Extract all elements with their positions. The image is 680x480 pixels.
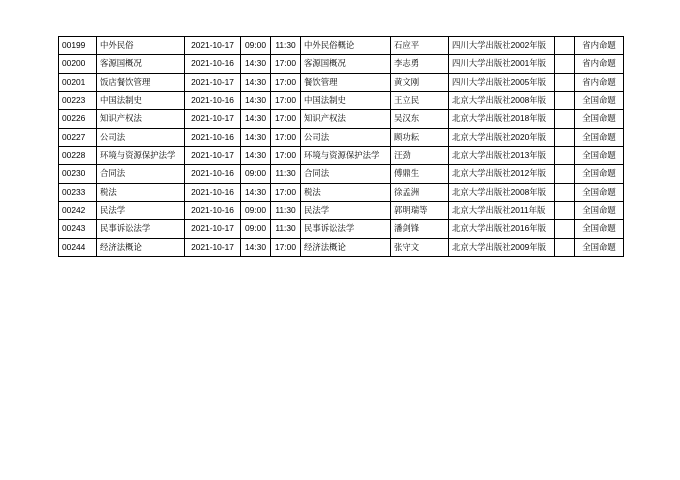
cell-code: 00226 (59, 110, 97, 128)
cell-start-time: 14:30 (241, 92, 271, 110)
cell-blank (555, 238, 575, 256)
cell-proposition: 全国命题 (575, 183, 624, 201)
cell-publisher: 北京大学出版社2020年版 (449, 128, 555, 146)
cell-publisher: 北京大学出版社2008年版 (449, 92, 555, 110)
cell-code: 00199 (59, 37, 97, 55)
cell-blank (555, 165, 575, 183)
cell-course-name: 民事诉讼法学 (97, 220, 185, 238)
cell-author: 潘剑锋 (391, 220, 449, 238)
cell-course-name: 环境与资源保护法学 (97, 147, 185, 165)
cell-publisher: 北京大学出版社2012年版 (449, 165, 555, 183)
cell-end-time: 17:00 (271, 92, 301, 110)
cell-book-title: 民法学 (301, 202, 391, 220)
cell-date: 2021-10-17 (185, 37, 241, 55)
cell-end-time: 17:00 (271, 183, 301, 201)
cell-course-name: 税法 (97, 183, 185, 201)
cell-author: 顾功耘 (391, 128, 449, 146)
cell-end-time: 11:30 (271, 220, 301, 238)
table-row (59, 183, 624, 201)
cell-date: 2021-10-17 (185, 220, 241, 238)
cell-date: 2021-10-17 (185, 147, 241, 165)
cell-blank (555, 37, 575, 55)
cell-course-name: 合同法 (97, 165, 185, 183)
exam-schedule-table-container (58, 36, 623, 257)
cell-author: 郭明瑞等 (391, 202, 449, 220)
cell-code: 00242 (59, 202, 97, 220)
cell-blank (555, 55, 575, 73)
cell-blank (555, 183, 575, 201)
cell-date: 2021-10-16 (185, 55, 241, 73)
cell-book-title: 经济法概论 (301, 238, 391, 256)
cell-start-time: 14:30 (241, 147, 271, 165)
cell-author: 傅鼎生 (391, 165, 449, 183)
cell-code: 00233 (59, 183, 97, 201)
table-row (59, 110, 624, 128)
cell-date: 2021-10-17 (185, 110, 241, 128)
cell-course-name: 中外民俗 (97, 37, 185, 55)
cell-proposition: 省内命题 (575, 73, 624, 91)
cell-author: 王立民 (391, 92, 449, 110)
cell-book-title: 环境与资源保护法学 (301, 147, 391, 165)
cell-book-title: 知识产权法 (301, 110, 391, 128)
cell-publisher: 北京大学出版社2008年版 (449, 183, 555, 201)
cell-date: 2021-10-16 (185, 165, 241, 183)
cell-start-time: 09:00 (241, 202, 271, 220)
cell-course-name: 民法学 (97, 202, 185, 220)
cell-start-time: 09:00 (241, 37, 271, 55)
cell-proposition: 全国命题 (575, 238, 624, 256)
cell-book-title: 税法 (301, 183, 391, 201)
table-row (59, 147, 624, 165)
cell-code: 00244 (59, 238, 97, 256)
cell-course-name: 知识产权法 (97, 110, 185, 128)
cell-course-name: 饭店餐饮管理 (97, 73, 185, 91)
cell-publisher: 北京大学出版社2016年版 (449, 220, 555, 238)
cell-code: 00223 (59, 92, 97, 110)
table-row (59, 92, 624, 110)
cell-end-time: 17:00 (271, 147, 301, 165)
cell-publisher: 四川大学出版社2002年版 (449, 37, 555, 55)
cell-book-title: 中国法制史 (301, 92, 391, 110)
cell-blank (555, 128, 575, 146)
cell-proposition: 全国命题 (575, 202, 624, 220)
table-row (59, 220, 624, 238)
table-row (59, 55, 624, 73)
cell-book-title: 公司法 (301, 128, 391, 146)
cell-end-time: 17:00 (271, 110, 301, 128)
cell-proposition: 省内命题 (575, 37, 624, 55)
cell-book-title: 客源国概况 (301, 55, 391, 73)
table-row (59, 128, 624, 146)
cell-publisher: 北京大学出版社2011年版 (449, 202, 555, 220)
cell-author: 黄文刚 (391, 73, 449, 91)
cell-book-title: 合同法 (301, 165, 391, 183)
cell-publisher: 北京大学出版社2018年版 (449, 110, 555, 128)
table-body (59, 37, 624, 257)
cell-publisher: 北京大学出版社2013年版 (449, 147, 555, 165)
cell-start-time: 14:30 (241, 73, 271, 91)
cell-end-time: 17:00 (271, 238, 301, 256)
cell-proposition: 省内命题 (575, 55, 624, 73)
cell-start-time: 14:30 (241, 55, 271, 73)
cell-start-time: 14:30 (241, 128, 271, 146)
cell-end-time: 17:00 (271, 55, 301, 73)
cell-publisher: 四川大学出版社2005年版 (449, 73, 555, 91)
cell-proposition: 全国命题 (575, 220, 624, 238)
cell-code: 00243 (59, 220, 97, 238)
cell-start-time: 14:30 (241, 183, 271, 201)
cell-date: 2021-10-16 (185, 202, 241, 220)
exam-schedule-table (58, 36, 624, 257)
cell-book-title: 中外民俗概论 (301, 37, 391, 55)
cell-date: 2021-10-17 (185, 73, 241, 91)
cell-author: 徐孟洲 (391, 183, 449, 201)
cell-proposition: 全国命题 (575, 110, 624, 128)
cell-blank (555, 110, 575, 128)
cell-author: 吴汉东 (391, 110, 449, 128)
cell-start-time: 14:30 (241, 238, 271, 256)
cell-end-time: 11:30 (271, 202, 301, 220)
cell-book-title: 民事诉讼法学 (301, 220, 391, 238)
cell-author: 石应平 (391, 37, 449, 55)
cell-author: 汪劲 (391, 147, 449, 165)
cell-proposition: 全国命题 (575, 128, 624, 146)
cell-blank (555, 220, 575, 238)
cell-blank (555, 202, 575, 220)
cell-book-title: 餐饮管理 (301, 73, 391, 91)
cell-code: 00230 (59, 165, 97, 183)
cell-proposition: 全国命题 (575, 165, 624, 183)
cell-course-name: 公司法 (97, 128, 185, 146)
cell-publisher: 北京大学出版社2009年版 (449, 238, 555, 256)
cell-start-time: 09:00 (241, 165, 271, 183)
cell-start-time: 14:30 (241, 110, 271, 128)
cell-end-time: 11:30 (271, 165, 301, 183)
cell-proposition: 全国命题 (575, 147, 624, 165)
cell-start-time: 09:00 (241, 220, 271, 238)
cell-author: 张守文 (391, 238, 449, 256)
cell-blank (555, 147, 575, 165)
cell-blank (555, 73, 575, 91)
cell-end-time: 17:00 (271, 128, 301, 146)
table-row (59, 165, 624, 183)
cell-code: 00200 (59, 55, 97, 73)
cell-blank (555, 92, 575, 110)
cell-date: 2021-10-16 (185, 183, 241, 201)
table-row (59, 238, 624, 256)
cell-code: 00228 (59, 147, 97, 165)
table-row (59, 37, 624, 55)
cell-date: 2021-10-17 (185, 238, 241, 256)
cell-course-name: 客源国概况 (97, 55, 185, 73)
table-row (59, 73, 624, 91)
cell-date: 2021-10-16 (185, 128, 241, 146)
cell-author: 李志勇 (391, 55, 449, 73)
cell-end-time: 17:00 (271, 73, 301, 91)
cell-course-name: 经济法概论 (97, 238, 185, 256)
cell-code: 00227 (59, 128, 97, 146)
table-row (59, 202, 624, 220)
cell-course-name: 中国法制史 (97, 92, 185, 110)
cell-end-time: 11:30 (271, 37, 301, 55)
cell-publisher: 四川大学出版社2001年版 (449, 55, 555, 73)
cell-date: 2021-10-16 (185, 92, 241, 110)
cell-code: 00201 (59, 73, 97, 91)
cell-proposition: 全国命题 (575, 92, 624, 110)
